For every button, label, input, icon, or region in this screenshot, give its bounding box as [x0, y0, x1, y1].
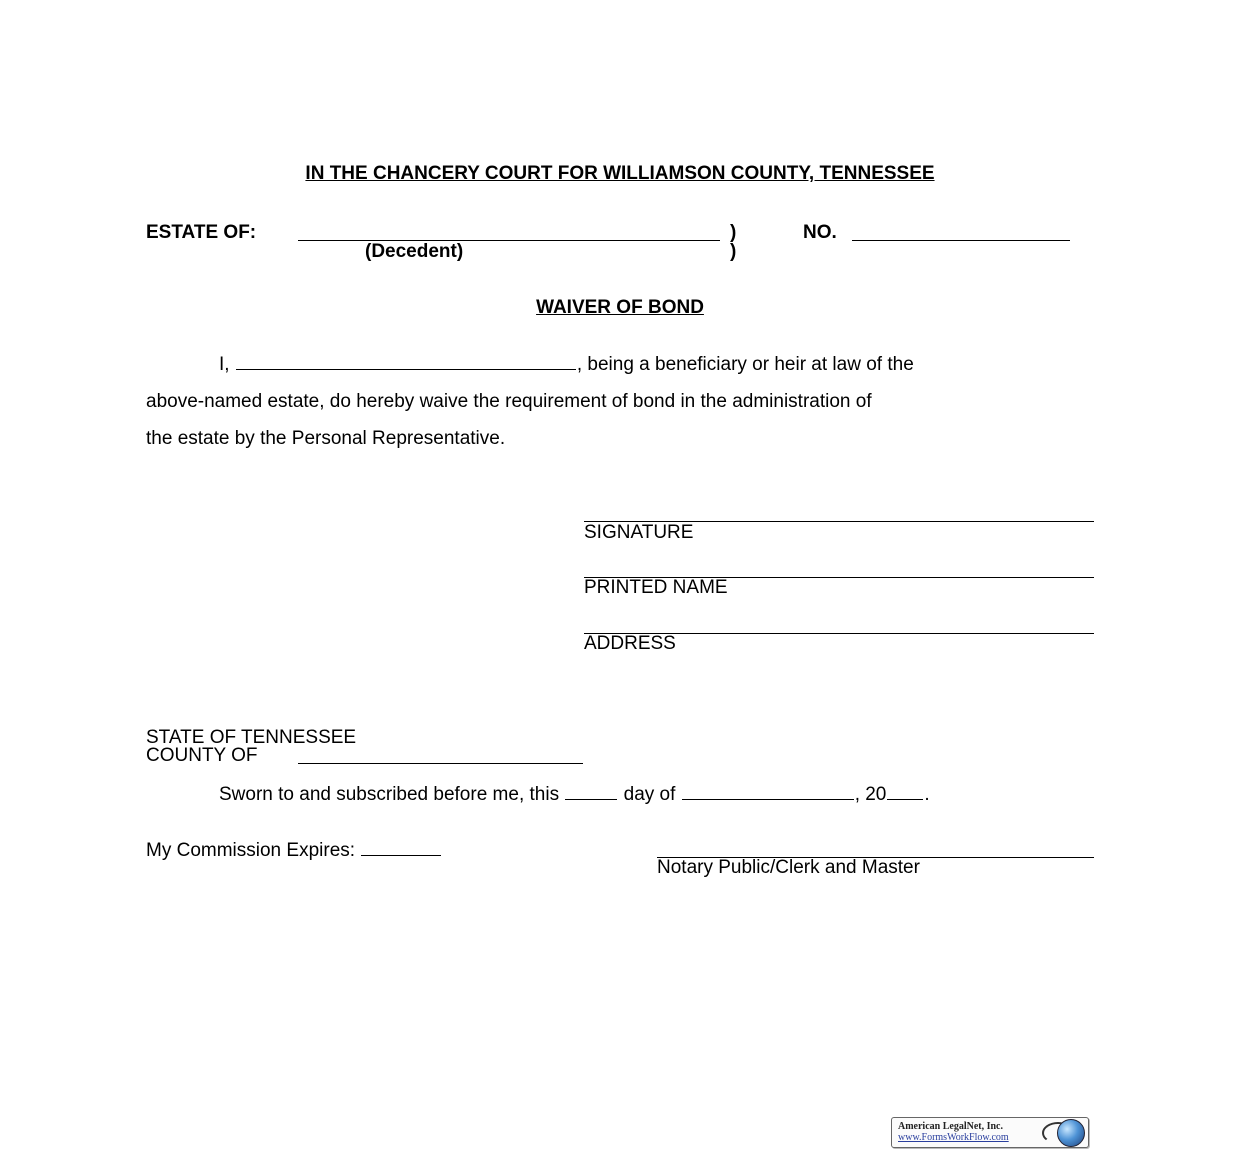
para-prefix: I, — [219, 354, 230, 375]
court-title: IN THE CHANCERY COURT FOR WILLIAMSON COUNTY, TENNESSEE — [305, 163, 935, 184]
case-no-label: NO. — [803, 222, 837, 243]
logo-url[interactable]: www.FormsWorkFlow.com — [898, 1132, 1009, 1143]
county-label: COUNTY OF — [146, 745, 258, 766]
logo-company: American LegalNet, Inc. — [898, 1121, 1003, 1132]
commission-date-field[interactable] — [361, 854, 441, 856]
signature-label: SIGNATURE — [584, 522, 694, 543]
sworn-month-field[interactable] — [682, 798, 854, 800]
forms-workflow-logo[interactable] — [891, 1117, 1089, 1148]
case-number-field[interactable] — [852, 240, 1070, 241]
globe-icon — [1057, 1119, 1085, 1147]
waiver-paragraph-line-3: the estate by the Personal Representative. — [146, 428, 506, 449]
decedent-label: (Decedent) — [365, 241, 464, 262]
sworn-end: . — [924, 784, 930, 805]
commission-expires — [146, 840, 442, 862]
county-field[interactable] — [298, 763, 583, 764]
waiver-paragraph-line-1 — [219, 354, 914, 376]
printed-name-label: PRINTED NAME — [584, 577, 728, 598]
estate-of-label: ESTATE OF: — [146, 222, 257, 243]
commission-label: My Commission Expires: — [146, 840, 356, 861]
waiver-paragraph-line-2: above-named estate, do hereby waive the requirement of bond in the administration of — [146, 391, 872, 412]
sworn-year-field[interactable] — [887, 798, 923, 800]
beneficiary-name-field[interactable] — [236, 368, 576, 370]
address-label: ADDRESS — [584, 633, 676, 654]
sworn-prefix: Sworn to and subscribed before me, this — [219, 784, 560, 805]
document-title: WAIVER OF BOND — [536, 297, 704, 318]
caption-paren-1: ) — [730, 222, 737, 243]
para-line1-suffix: , being a beneficiary or heir at law of the — [576, 354, 914, 375]
notary-label: Notary Public/Clerk and Master — [657, 857, 920, 878]
caption-paren-2: ) — [730, 241, 737, 262]
sworn-statement — [219, 784, 930, 806]
estate-name-field[interactable] — [298, 240, 720, 241]
sworn-day-of: day of — [623, 784, 676, 805]
sworn-year-prefix: , 20 — [854, 784, 887, 805]
state-line: STATE OF TENNESSEE — [146, 727, 357, 748]
sworn-day-field[interactable] — [565, 798, 617, 800]
